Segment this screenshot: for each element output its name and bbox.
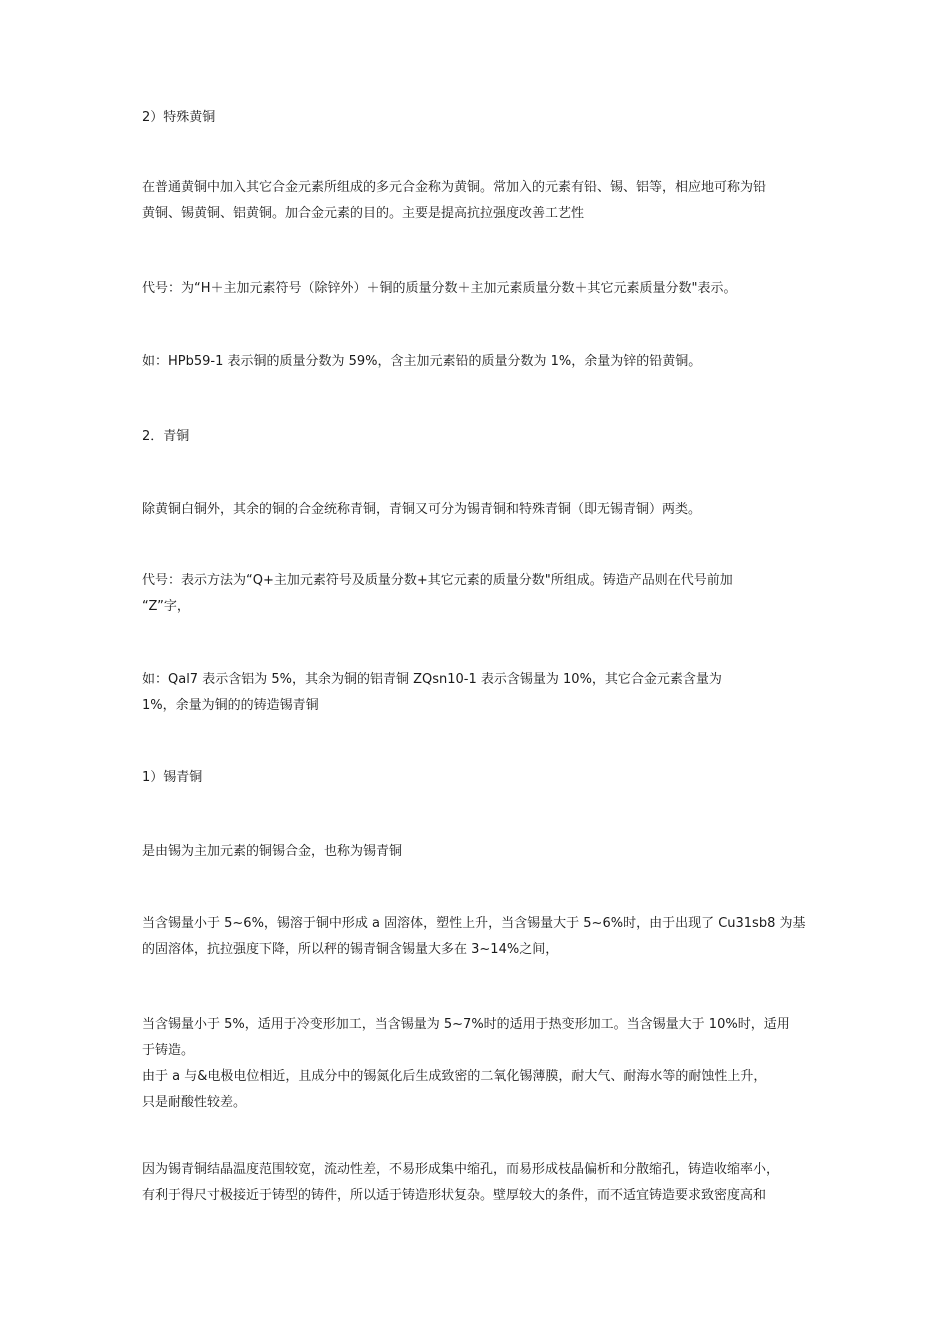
heading-special-brass [142, 105, 842, 131]
text-line: 代号：为“H＋主加元素符号（除锌外）＋铜的质量分数＋主加元素质量分数＋其它元素质量分数"表示。 [142, 281, 737, 296]
text-line: 因为锡青铜结晶温度范围较宽，流动性差，不易形成集中缩孔，而易形成枝晶偏析和分散缩孔，铸造收缩率小， [142, 1162, 780, 1177]
text-line: 的固溶体，抗拉强度下降，所以秤的锡青铜含锡量大多在 3~14%之间， [142, 942, 559, 957]
paragraph-bronze-code-rule [142, 568, 842, 620]
text-line: 只是耐酸性较差。 [142, 1095, 247, 1110]
paragraph-special-brass-definition [142, 175, 842, 227]
heading-bronze [142, 424, 842, 450]
text-line: 除黄铜白铜外，其余的铜的合金统称青铜，青铜又可分为锡青铜和特殊青铜（即无锡青铜）两类。 [142, 502, 702, 517]
text-line: 由于 a 与&电极电位相近，且成分中的锡氮化后生成致密的二氧化锡薄膜，耐大气、耐海水等的耐蚀性上升， [142, 1069, 767, 1084]
paragraph-brass-code-example [142, 349, 842, 375]
text-line: “Z”字， [142, 599, 190, 614]
text-line: 如：Qal7 表示含铝为 5%，其余为铜的铝青铜 ZQsn10-1 表示含锡量为 10%，其它合金元素含量为 [142, 672, 722, 687]
text-line: 黄铜、锡黄铜、铝黄铜。加合金元素的目的。主要是提高抗拉强度改善工艺性 [142, 206, 585, 221]
text-line: 有利于得尺寸极接近于铸型的铸件，所以适于铸造形状复杂。壁厚较大的条件，而不适宜铸造要求致密度高和 [142, 1188, 767, 1203]
text-line: 是由锡为主加元素的铜锡合金，也称为锡青铜 [142, 844, 403, 859]
heading-tin-bronze [142, 765, 842, 791]
paragraph-bronze-definition [142, 497, 842, 523]
text-line: 1%，余量为铜的的铸造锡青铜 [142, 698, 319, 713]
text-line: 2）特殊黄铜 [142, 110, 216, 125]
paragraph-tin-content-strength [142, 911, 842, 963]
text-line: 当含锡量小于 5%，适用于冷变形加工，当含锡量为 5~7%时的适用于热变形加工。当含锡量大于 10%时，适用 [142, 1017, 790, 1032]
text-line: 于铸造。 [142, 1043, 195, 1058]
paragraph-tin-bronze-definition [142, 839, 842, 865]
text-line: 代号：表示方法为“Q+主加元素符号及质量分数+其它元素的质量分数"所组成。铸造产品则在代号前加 [142, 573, 733, 588]
paragraph-bronze-code-example [142, 667, 842, 719]
text-line: 如：HPb59-1 表示铜的质量分数为 59%，含主加元素铅的质量分数为 1%，余量为锌的铅黄铜。 [142, 354, 702, 369]
text-line: 在普通黄铜中加入其它合金元素所组成的多元合金称为黄铜。常加入的元素有铅、锡、铝等，相应地可称为铅 [142, 180, 767, 195]
paragraph-brass-code-rule [142, 276, 842, 302]
text-line: 当含锡量小于 5~6%，锡溶于铜中形成 a 固溶体，塑性上升，当含锡量大于 5~6%时，由于出现了 Cu31sb8 为基 [142, 916, 806, 931]
paragraph-casting-properties [142, 1157, 842, 1209]
text-line: 2．青铜 [142, 429, 190, 444]
text-line: 1）锡青铜 [142, 770, 203, 785]
paragraph-tin-content-processing [142, 1012, 842, 1116]
